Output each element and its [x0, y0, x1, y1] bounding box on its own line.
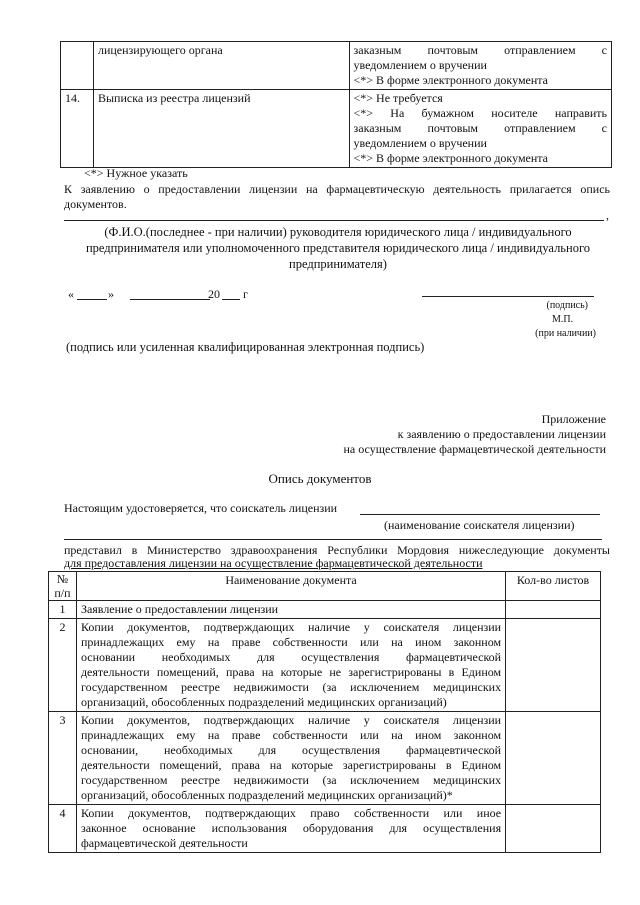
stamp-if-any: (при наличии) [535, 328, 596, 339]
method-cell: <*> Не требуется <*> На бумажном носителе направить заказным почтовым отправлением с уведомлением о вручении <*> В форме электронного документа [349, 90, 612, 168]
row-number: 2 [49, 619, 77, 712]
sheets-cell [506, 619, 601, 712]
signature-label: (подпись) [546, 300, 588, 311]
row-number: 14. [61, 90, 94, 168]
table-row [49, 619, 601, 712]
inventory-title: Опись документов [268, 471, 372, 486]
table-row [49, 601, 601, 619]
row-number: 1 [49, 601, 77, 619]
certify-text: Настоящим удостоверяется, что соискатель лицензии [64, 501, 338, 515]
method-cell: заказным почтовым отправлением с уведомлением о вручении <*> В форме электронного документа [349, 42, 612, 90]
col-header-number: № п/п [49, 572, 77, 601]
signature-underline [422, 296, 594, 297]
applicant-underline-2 [64, 539, 602, 540]
document-name-cell: Копии документов, подтверждающих наличие у соискателя лицензии принадлежащих ему на праве собственности или на ином законном основании, необходимых для осуществления фармацевтической деятельности помещений, права на которые зарегистрированы в Едином государственном реестре недвижимости (за исключением медицинских организаций, обособленных подразделений медицинских организаций)* [76, 712, 505, 805]
table-row [61, 42, 612, 90]
row-number [61, 42, 94, 90]
top-license-table [60, 41, 612, 168]
table-row [49, 805, 601, 853]
document-name-cell: Заявление о предоставлении лицензии [76, 601, 505, 619]
stamp-label: М.П. [552, 314, 574, 325]
esign-caption: (подпись или усиленная квалифицированная электронная подпись) [66, 340, 425, 354]
sheets-cell [506, 805, 601, 853]
fio-comma: , [606, 208, 609, 222]
row-number: 3 [49, 712, 77, 805]
sheets-cell [506, 712, 601, 805]
fio-underline [64, 220, 604, 221]
applicant-caption: (наименование соискателя лицензии) [384, 518, 575, 532]
document-name-cell: лицензирующего органа [93, 42, 349, 90]
appendix-header: Приложение к заявлению о предоставлении лицензии на осуществление фармацевтической деятельности [343, 412, 606, 456]
presented-text: представил в Министерство здравоохранения Республики Мордовия нижеследующие документы для предоставления лицензии на осуществление фармацевтической деятельности [64, 543, 610, 570]
fio-caption: (Ф.И.О.(последнее - при наличии) руководителя юридического лица / индивидуального предпринимателя или уполномоченного представителя юридического лица / индивидуального предпринимателя) [85, 225, 591, 271]
row-number: 4 [49, 805, 77, 853]
table-row [61, 90, 612, 168]
col-header-sheets: Кол-во листов [506, 572, 601, 601]
table-row [49, 712, 601, 805]
col-header-document: Наименование документа [76, 572, 505, 601]
attachment-note: К заявлению о предоставлении лицензии на фармацевтическую деятельность прилагается опись документов. [64, 182, 610, 211]
footnote: <*> Нужное указать [84, 166, 188, 180]
applicant-underline [360, 514, 600, 515]
table-header-row [49, 572, 601, 601]
date-line: « » 20 г [68, 287, 248, 301]
document-name-cell: Копии документов, подтверждающих право собственности или иное законное основание использования оборудования для осуществления фармацевтической деятельности [76, 805, 505, 853]
sheets-cell [506, 601, 601, 619]
inventory-table [48, 571, 601, 853]
document-name-cell: Выписка из реестра лицензий [93, 90, 349, 168]
document-name-cell: Копии документов, подтверждающих наличие у соискателя лицензии принадлежащих ему на праве собственности или на ином законном основании необходимых для осуществления фармацевтической деятельности помещений, права на которые не зарегистрированы в Едином государственном реестре недвижимости (за исключением медицинских организаций, обособленных подразделений медицинских организаций) [76, 619, 505, 712]
